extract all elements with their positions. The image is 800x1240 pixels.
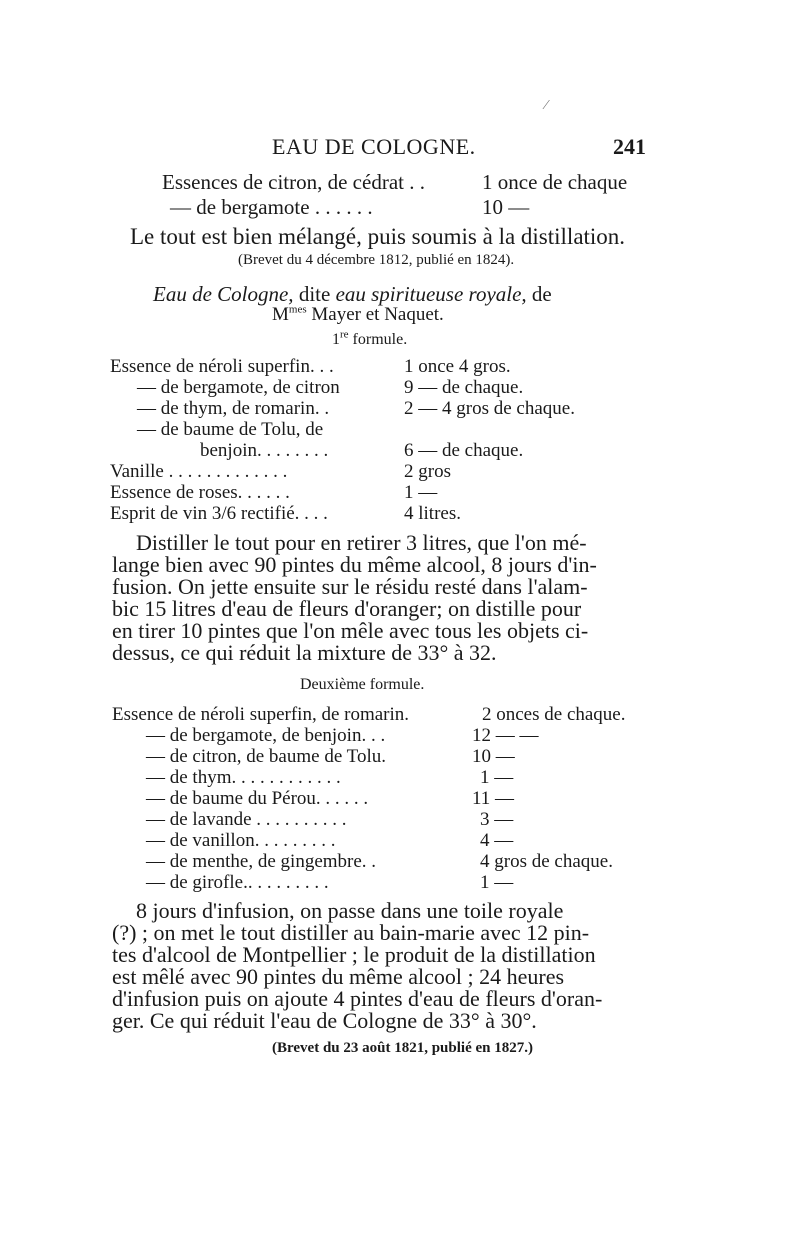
paragraph-line: tes d'alcool de Montpellier ; le produit de la distillation [112,942,596,967]
page-number: 241 [613,134,646,159]
recipe-authors: $M^{mes}$ Mayer et Naquet. [272,303,444,325]
formula-row: — de citron, de baume de Tolu. 10 — [146,746,515,767]
quantity: 10 — [482,195,530,219]
formula-row: Essence de roses. . . . . . 1 — [110,482,438,503]
formula-row: Vanille . . . . . . . . . . . . . 2 gros [110,461,451,482]
margin-mark: ⁄ [545,98,548,113]
paragraph-line: 8 jours d'infusion, on passe dans une toile royale [136,898,564,923]
formula-row: — de bergamote, de benjoin. . . 12 — — [146,725,539,746]
distillation-sentence: Le tout est bien mélangé, puis soumis à la distillation. [130,224,626,249]
paragraph-line: Distiller le tout pour en retirer 3 litres, que l'on mé- [136,530,587,555]
formula-row: Esprit de vin 3/6 rectifié. . . . 4 litres. [110,503,461,524]
title-de: de [526,282,552,306]
formula-row: — de thym, de romarin. . 2 — 4 gros de chaque. [137,398,575,419]
formula-row: — de thym. . . . . . . . . . . . 1 — [146,767,514,788]
top-recipe-row [0,170,800,194]
formula-row: — de lavande . . . . . . . . . . 3 — [146,809,514,830]
running-header-title: EAU DE COLOGNE. [272,134,476,159]
title-italic: Eau de Cologne, [153,282,294,306]
formula-row: — de baume du Pérou. . . . . . 11 — [146,788,515,809]
ingredient: Essences de citron, de cédrat . . [162,170,425,194]
paragraph-line: (?) ; on met le tout distiller au bain-marie avec 12 pin- [112,920,590,945]
paragraph-line: ger. Ce qui réduit l'eau de Cologne de 33° à 30°. [112,1008,537,1033]
paragraph-line: fusion. On jette ensuite sur le résidu resté dans l'alam- [112,574,588,599]
paragraph-line: est mêlé avec 90 pintes du même alcool ; 24 heures [112,964,565,989]
title-name-italic: eau spiritueuse royale, [335,282,527,306]
formula-row: Essence de néroli superfin, de romarin. 2 onces de chaque. [112,704,626,725]
formula-row: benjoin. . . . . . . . 6 — de chaque. [200,440,524,461]
second-formula-heading: Deuxième formule. [300,676,425,693]
ingredient: — de bergamote . . . . . . [170,195,373,219]
first-formula-heading: 1re formule. [332,328,408,348]
formula-row: — de bergamote, de citron 9 — de chaque. [137,377,524,398]
paragraph-line: en tirer 10 pintes que l'on mêle avec tous les objets ci- [112,618,589,643]
quantity: 1 once de chaque [482,170,628,194]
paragraph-line: bic 15 litres d'eau de fleurs d'oranger; on distille pour [112,596,582,621]
paragraph-line: dessus, ce qui réduit la mixture de 33° à 32. [112,640,497,665]
formula-row: — de baume de Tolu, de [137,419,324,440]
paragraph-line: lange bien avec 90 pintes du même alcool, 8 jours d'in- [112,552,597,577]
formula-row: — de girofle.. . . . . . . . . 1 — [146,872,514,893]
top-recipe-row [0,195,800,219]
formula-row: — de menthe, de gingembre. . 4 gros de chaque. [146,851,613,872]
title-dite: dite [293,282,336,306]
formula-row: Essence de néroli superfin. . . 1 once 4 gros. [110,356,511,377]
patent-note-1821: (Brevet du 23 août 1821, publié en 1827.) [272,1040,533,1056]
formula-row: — de vanillon. . . . . . . . . 4 — [146,830,514,851]
paragraph-line: d'infusion puis on ajoute 4 pintes d'eau de fleurs d'oran- [112,986,603,1011]
patent-note-1812: (Brevet du 4 décembre 1812, publié en 1824). [238,252,515,268]
